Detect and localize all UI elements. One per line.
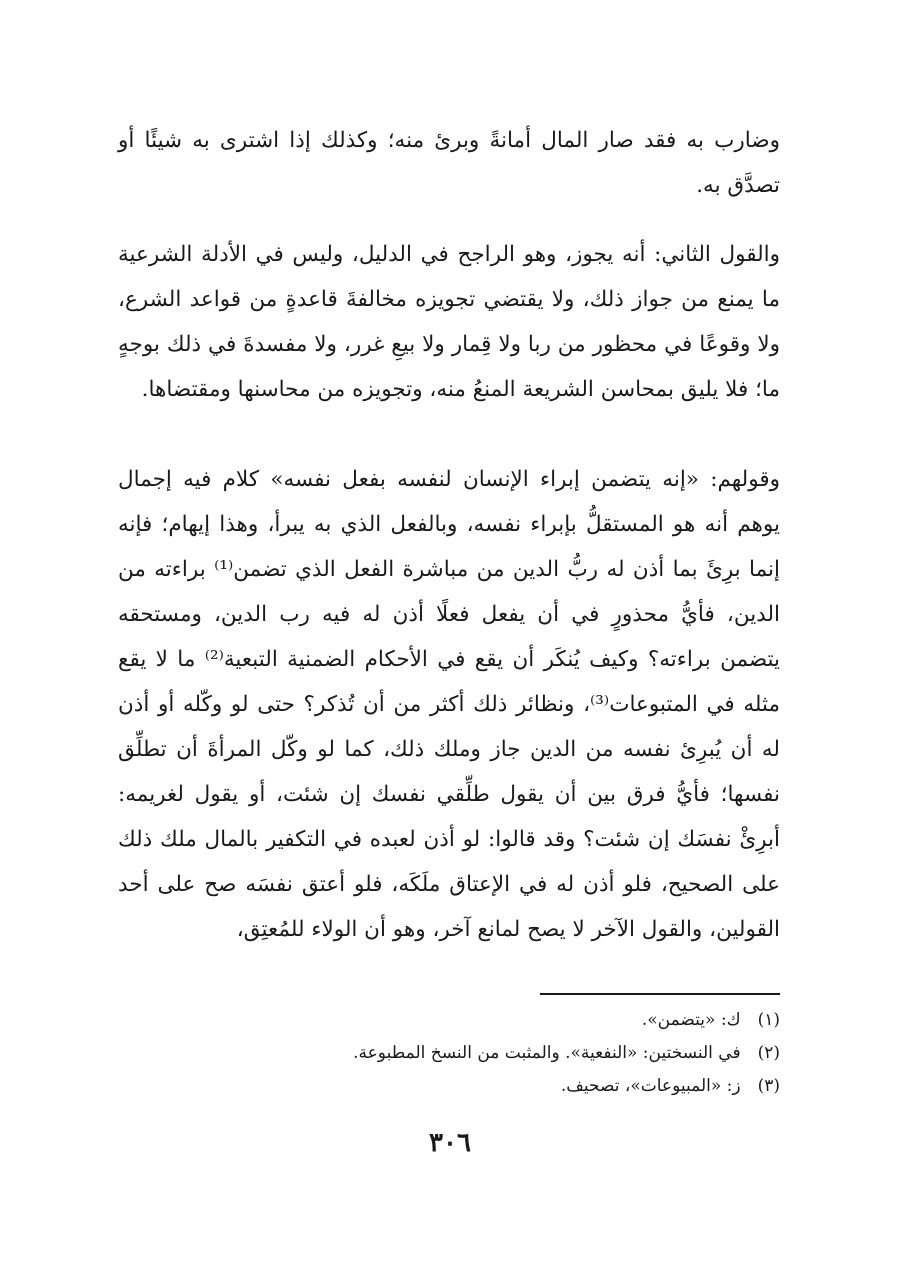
footnote-text: في النسختين: «النفعية». والمثبت من النسخ المطبوعة. <box>353 1043 741 1063</box>
page-number: ٣٠٦ <box>429 1128 471 1158</box>
footnote-text: ك: «يتضمن». <box>641 1010 741 1030</box>
footnote-separator <box>540 993 780 995</box>
footnote-3 <box>118 1070 780 1103</box>
footnote-2 <box>118 1037 780 1070</box>
body-paragraph-3: وقولهم: «إنه يتضمن إبراء الإنسان لنفسه بفعل نفسه» كلام فيه إجمال يوهم أنه هو المستقلُّ بإبراء نفسه، وبالفعل الذي به يبرأ، وهذا إيهام؛ فإنه إنما برِئَ بما أذن له ربُّ الدين من مباشرة الفعل الذي تضمن⁽¹⁾ براءته من الدين، فأيُّ محذورٍ في أن يفعل فعلًا أذن له فيه رب الدين، ومستحقه يتضمن براءته؟ وكيف يُنكَر أن يقع في الأحكام الضمنية التبعية⁽²⁾ ما لا يقع مثله في المتبوعات⁽³⁾، ونظائر ذلك أكثر من أن تُذكر؟ حتى لو وكّله أو أذن له أن يُبرِئ نفسه من الدين جاز وملك ذلك، كما لو وكّل المرأةَ أن تطلِّق نفسها؛ فأيُّ فرق بين أن يقول طلِّقي نفسك إن شئت، أو يقول لغريمه: أبرِئْ نفسَك إن شئت؟ وقد قالوا: لو أذن لعبده في التكفير بالمال ملك ذلك على الصحيح، فلو أذن له في الإعتاق ملَكَه، فلو أعتق نفسَه صح على أحد القولين، والقول الآخر لا يصح لمانع آخر، وهو أن الولاء للمُعتِق، <box>118 467 781 942</box>
footnote-number: (١) <box>757 1010 780 1030</box>
footnotes-list <box>118 1004 780 1103</box>
body-paragraph-2: والقول الثاني: أنه يجوز، وهو الراجح في الدليل، وليس في الأدلة الشرعية ما يمنع من جواز ذلك، ولا يقتضي تجويزه مخالفةَ قاعدةٍ من قواعد الشرع، ولا وقوعًا في محظور من ربا ولا قِمار ولا بيعِ غرر، ولا مفسدةَ في ذلك بوجهٍ ما؛ فلا يليق بمحاسن الشريعة المنعُ منه، وتجويزه من محاسنها ومقتضاها. <box>118 242 780 402</box>
footnote-text: ز: «المبيوعات»، تصحيف. <box>560 1076 741 1096</box>
footnote-number: (٢) <box>757 1043 780 1063</box>
footnote-1 <box>118 1004 780 1037</box>
footnote-number: (٣) <box>757 1076 780 1096</box>
body-paragraph-1: وضارب به فقد صار المال أمانةً وبرئ منه؛ وكذلك إذا اشترى به شيئًا أو تصدَّق به. <box>118 128 780 198</box>
